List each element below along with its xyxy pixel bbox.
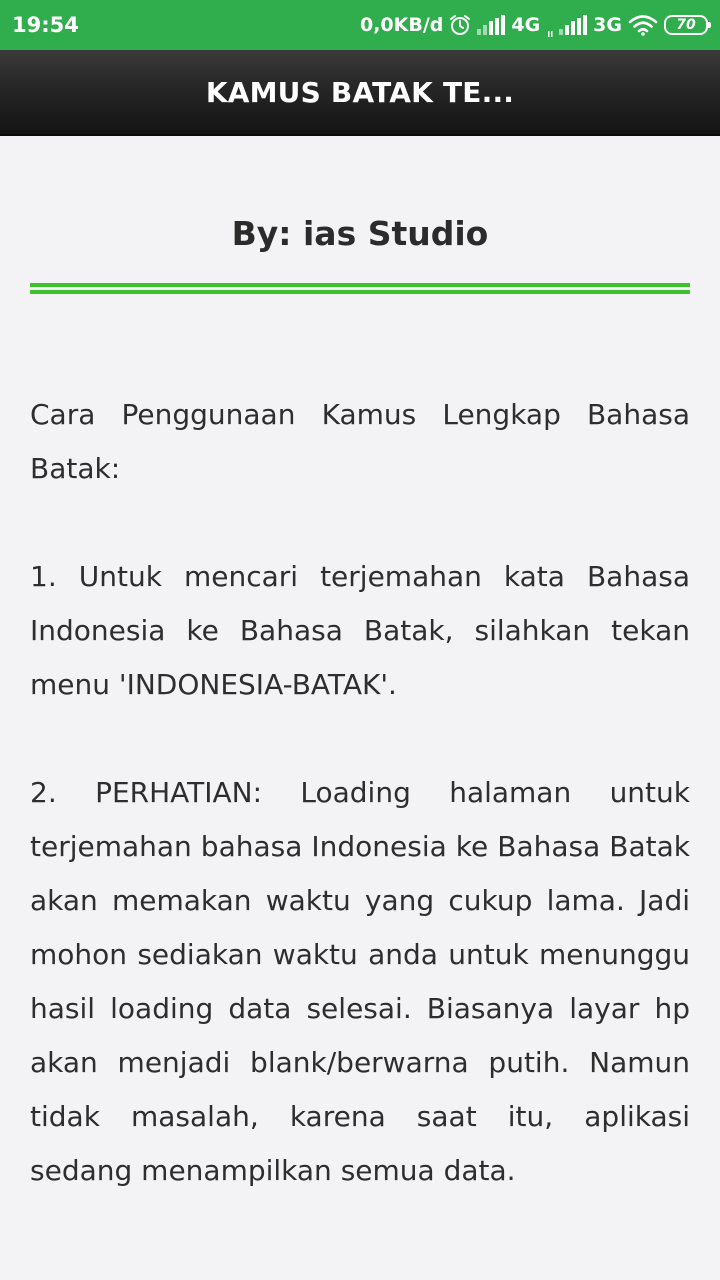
status-bar — [0, 0, 720, 50]
page-title: KAMUS BATAK TE... — [205, 75, 515, 109]
status-icons — [360, 11, 708, 39]
instructions-intro: Cara Penggunaan Kamus Lengkap Bahasa Batak: — [30, 398, 690, 485]
network-sub-1: II — [547, 30, 554, 39]
network-type-1: 4G — [511, 14, 541, 36]
signal-icon — [559, 15, 587, 35]
main-content — [30, 136, 690, 1252]
app-bar — [0, 50, 720, 136]
data-speed: 0,0KB/d — [359, 14, 444, 36]
battery-level: 70 — [676, 17, 696, 33]
divider-line-top — [30, 283, 690, 287]
author-heading: By: ias Studio — [231, 214, 489, 253]
instruction-item-2: 2. PERHATIAN: Loading halaman untuk terjemahan bahasa Indonesia ke Bahasa Batak akan memakan waktu yang cukup lama. Jadi mohon sediakan waktu anda untuk menunggu hasil loading data selesai. Biasanya layar hp akan menjadi blank/berwarna putih. Namun tidak masalah, karena saat itu, aplikasi sedang menampilkan semua data. — [30, 776, 690, 1187]
battery-icon — [664, 15, 708, 35]
signal-icon — [477, 15, 505, 35]
status-time: 19:54 — [12, 13, 79, 37]
wifi-icon — [628, 14, 658, 36]
divider-line-bottom — [30, 290, 690, 294]
divider — [30, 283, 690, 295]
network-type-2: 3G — [593, 14, 622, 36]
alarm-icon — [449, 14, 471, 36]
instructions-text — [30, 388, 690, 1198]
instruction-item-1: 1. Untuk mencari terjemahan kata Bahasa Indonesia ke Bahasa Batak, silahkan tekan menu 'INDONESIA-BATAK'. — [30, 560, 690, 701]
